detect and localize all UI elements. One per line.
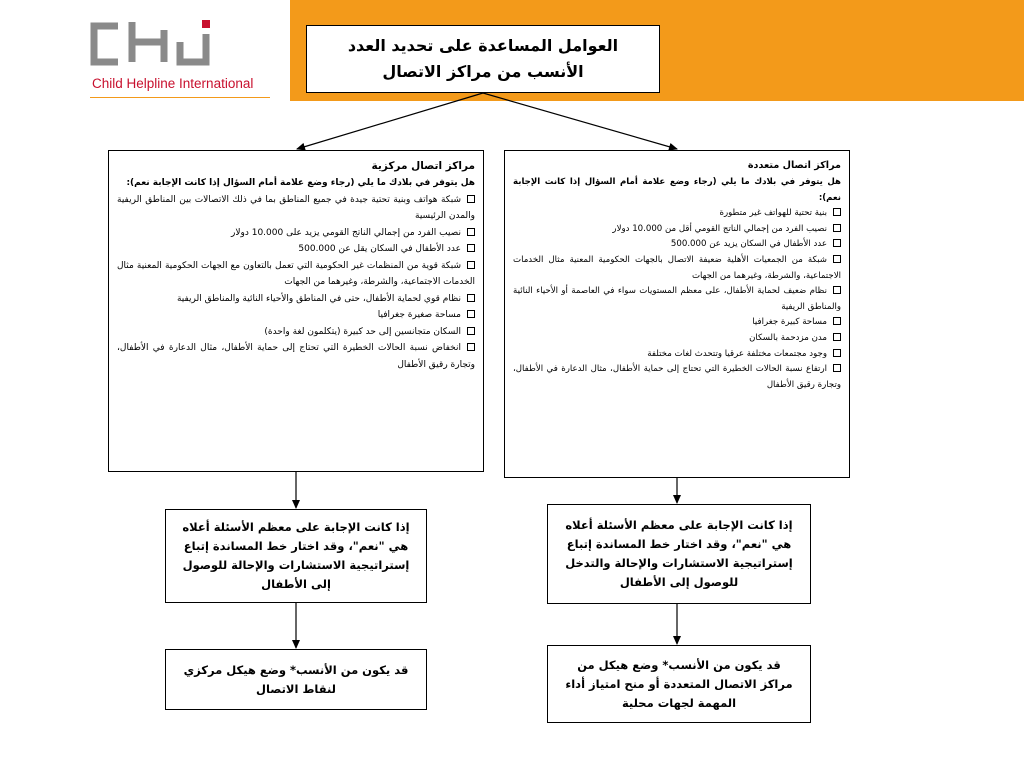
list-item: عدد الأطفال في السكان يزيد عن 500.000 bbox=[513, 237, 841, 253]
checkbox[interactable] bbox=[467, 244, 475, 252]
list-item: نظام قوي لحماية الأطفال، حتى في المناطق والأحياء النائية والمناطق الريفية bbox=[117, 291, 475, 308]
list-item: نصيب الفرد من إجمالي الناتج القومي أقل من 10.000 دولار bbox=[513, 222, 841, 238]
left-box-question: هل يتوفر في بلادك ما يلي (رجاء وضع علامة أمام السؤال إذا كانت الإجابة نعم): bbox=[126, 178, 475, 188]
arrow-title-to-right bbox=[483, 93, 677, 149]
logo-name: Child Helpline International bbox=[92, 76, 254, 91]
checkbox[interactable] bbox=[467, 327, 475, 335]
list-item: مساحة كبيرة جغرافيا bbox=[513, 315, 841, 331]
list-item: السكان متجانسين إلى حد كبيرة (يتكلمون لغة واحدة) bbox=[117, 324, 475, 341]
checkbox[interactable] bbox=[833, 317, 841, 325]
arrow-title-to-left bbox=[297, 93, 483, 149]
checkbox[interactable] bbox=[833, 239, 841, 247]
left-outcome-box: قد يكون من الأنسب* وضع هيكل مركزي لنقاط الاتصال bbox=[165, 649, 427, 710]
list-item: انخفاض نسبة الحالات الخطيرة التي تحتاج إلى حماية الأطفال، مثال الدعارة في الأطفال، وتجارة رقيق الأطفال bbox=[117, 343, 475, 370]
list-item: عدد الأطفال في السكان يقل عن 500.000 bbox=[117, 241, 475, 258]
checkbox[interactable] bbox=[833, 364, 841, 372]
checkbox[interactable] bbox=[467, 310, 475, 318]
left-box-heading: مراكز اتصال مركزية bbox=[371, 160, 475, 172]
list-item: مساحة صغيرة جغرافيا bbox=[117, 307, 475, 324]
list-item: مدن مزدحمة بالسكان bbox=[513, 331, 841, 347]
checkbox[interactable] bbox=[833, 286, 841, 294]
multiple-centers-box bbox=[504, 150, 850, 478]
checkbox[interactable] bbox=[833, 255, 841, 263]
right-box-heading: مراكز اتصال متعددة bbox=[747, 160, 841, 171]
list-item: شبكة هواتف وبنية تحتية جيدة في جميع المناطق بما في ذلك الاتصالات بين المناطق الريفية والمدن الرئيسية bbox=[117, 194, 475, 221]
checkbox[interactable] bbox=[467, 228, 475, 236]
checkbox[interactable] bbox=[467, 195, 475, 203]
checkbox[interactable] bbox=[467, 294, 475, 302]
list-item: شبكة قوية من المنظمات غير الحكومية التي تعمل بالتعاون مع الجهات الحكومية المعنية مثال الخدمات الاجتماعية، والشرطة، وغيرهما من الجهات bbox=[117, 260, 475, 287]
list-item: ارتفاع نسبة الحالات الخطيرة التي تحتاج إلى حماية الأطفال، مثال الدعارة في الأطفال، وتجارة رقيق الأطفال bbox=[513, 364, 841, 390]
checkbox[interactable] bbox=[467, 261, 475, 269]
right-outcome-box: قد يكون من الأنسب* وضع هيكل من مراكز الاتصال المتعددة أو منح امتياز أداء المهمة لجهات محلية bbox=[547, 645, 811, 723]
checkbox[interactable] bbox=[833, 333, 841, 341]
right-result-box: إذا كانت الإجابة على معظم الأسئلة أعلاه هي "نعم"، وقد اختار خط المساندة إتباع إستراتيجية الاستشارات والإحالة والتدخل للوصول إلى الأطفال bbox=[547, 504, 811, 604]
list-item: بنية تحتية للهواتف غير متطورة bbox=[513, 206, 841, 222]
diagram-title: العوامل المساعدة على تحديد العدد الأنسب من مراكز الاتصال bbox=[306, 25, 660, 93]
checkbox[interactable] bbox=[467, 343, 475, 351]
list-item: شبكة من الجمعيات الأهلية ضعيفة الاتصال بالجهات الحكومية المعنية مثال الخدمات الاجتماعية، والشرطة، وغيرهما من الجهات bbox=[513, 254, 841, 281]
centralized-centers-box bbox=[108, 150, 484, 472]
list-item: وجود مجتمعات مختلفة عرقيا وتتحدث لغات مختلفة bbox=[513, 347, 841, 363]
list-item: نصيب الفرد من إجمالي الناتج القومي يزيد على 10.000 دولار bbox=[117, 225, 475, 242]
right-box-question: هل يتوفر في بلادك ما يلي (رجاء وضع علامة أمام السؤال إذا كانت الإجابة نعم): bbox=[513, 177, 841, 203]
checkbox[interactable] bbox=[833, 349, 841, 357]
list-item: نظام ضعيف لحماية الأطفال، على معظم المستويات سواء في العاصمة أو الأحياء النائية والمناطق الريفية bbox=[513, 286, 841, 312]
checkbox[interactable] bbox=[833, 208, 841, 216]
left-result-box: إذا كانت الإجابة على معظم الأسئلة أعلاه هي "نعم"، وقد اختار خط المساندة إتباع إستراتيجية الاستشارات والإحالة للوصول إلى الأطفال bbox=[165, 509, 427, 603]
checkbox[interactable] bbox=[833, 224, 841, 232]
